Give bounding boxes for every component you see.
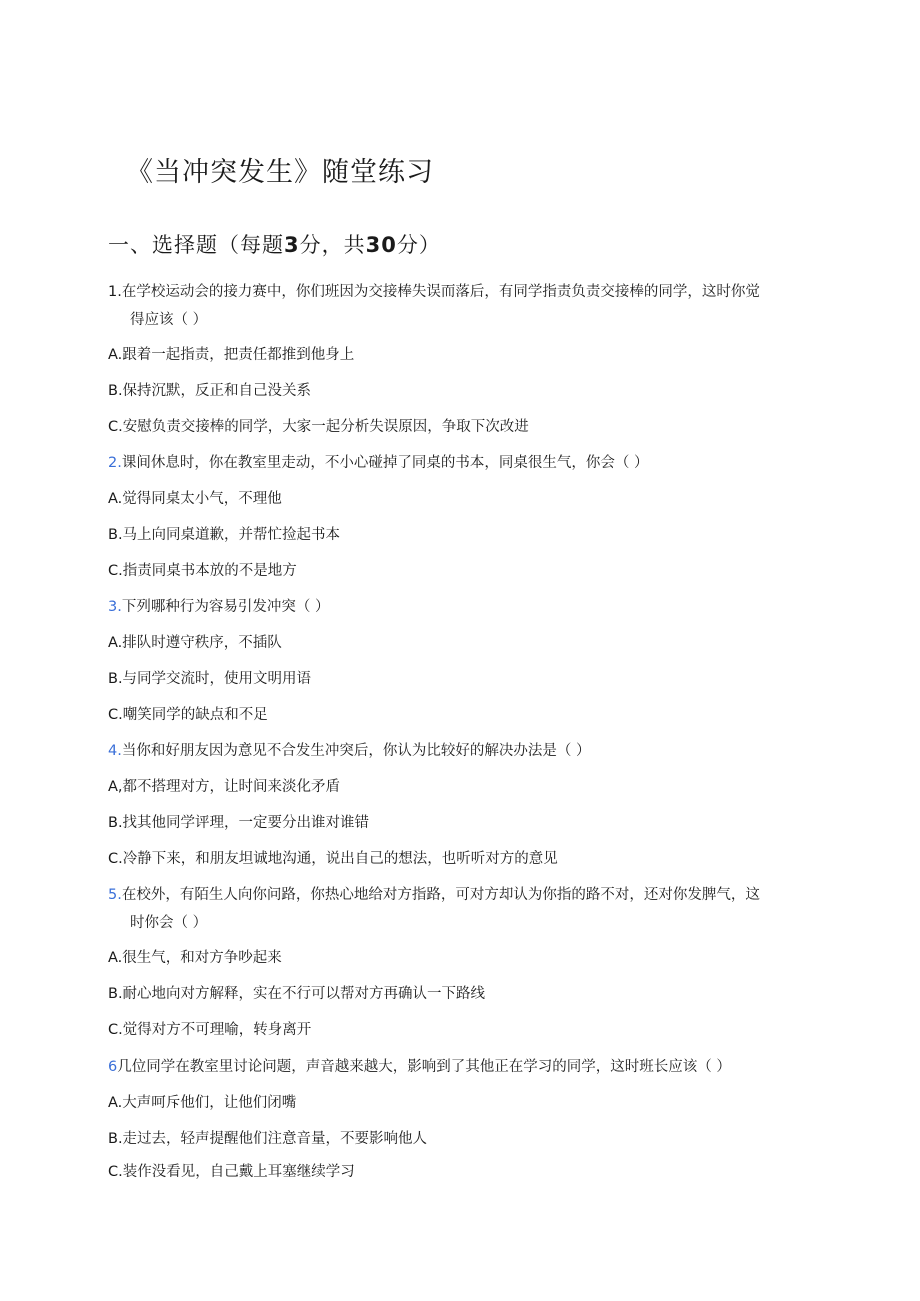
question-4-option-b: B.找其他同学评理，一定要分出谁对谁错 — [108, 815, 370, 831]
question-text: 当你和好朋友因为意见不合发生冲突后，你认为比较好的解决办法是（ ） — [121, 743, 591, 759]
question-text: 在学校运动会的接力赛中，你们班因为交接棒失误而落后，有同学指责负责交接棒的同学，这时你觉 — [121, 284, 760, 300]
question-6-option-c: C.装作没看见，自己戴上耳塞继续学习 — [108, 1164, 355, 1180]
section-heading-prefix: 一、选择题（每题 — [108, 233, 284, 257]
question-5-option-b: B.耐心地向对方解释，实在不行可以帮对方再确认一下路线 — [108, 986, 486, 1002]
question-2-option-b: B.马上向同桌道歉，并帮忙捡起书本 — [108, 527, 341, 543]
question-4-option-c: C.冷静下来，和朋友坦诚地沟通，说出自己的想法，也听听对方的意见 — [108, 851, 558, 867]
question-number: 4. — [108, 743, 122, 759]
question-2-option-c: C.指责同桌书本放的不是地方 — [108, 563, 297, 579]
question-5-stem-continued: 时你会（ ） — [130, 915, 208, 931]
question-5-option-c: C.觉得对方不可理喻，转身离开 — [108, 1022, 312, 1038]
question-6-stem — [108, 1057, 731, 1077]
question-2-option-a: A.觉得同桌太小气，不理他 — [108, 491, 282, 507]
question-1-stem — [108, 282, 760, 302]
question-number: 3. — [108, 599, 122, 615]
question-text: 课间休息时，你在教室里走动，不小心碰掉了同桌的书本，同桌很生气，你会（ ） — [121, 455, 649, 471]
question-4-stem — [108, 741, 590, 761]
question-6-option-b: B.走过去，轻声提醒他们注意音量，不要影响他人 — [108, 1131, 428, 1147]
question-text: 下列哪种行为容易引发冲突（ ） — [121, 599, 330, 615]
question-3-option-b: B.与同学交流时，使用文明用语 — [108, 671, 312, 687]
question-1-option-a: A.跟着一起指责，把责任都推到他身上 — [108, 347, 355, 363]
question-1-option-b: B.保持沉默，反正和自己没关系 — [108, 383, 312, 399]
section-heading-suffix: 分） — [396, 233, 441, 257]
question-number: 5. — [108, 887, 122, 903]
question-3-option-c: C.嘲笑同学的缺点和不足 — [108, 707, 268, 723]
question-4-option-a: A,都不搭理对方，让时间来淡化矛盾 — [108, 779, 341, 795]
question-number: 2. — [108, 455, 122, 471]
question-5-option-a: A.很生气，和对方争吵起来 — [108, 950, 282, 966]
question-2-stem — [108, 453, 648, 473]
question-3-option-a: A.排队时遵守秩序，不插队 — [108, 635, 282, 651]
section-heading — [108, 229, 441, 259]
question-6-option-a: A.大声呵斥他们，让他们闭嘴 — [108, 1095, 297, 1111]
section-score-each: 3 — [284, 233, 300, 257]
question-3-stem — [108, 597, 329, 617]
section-heading-mid: 分，共 — [299, 233, 366, 257]
question-text: 在校外，有陌生人向你问路，你热心地给对方指路，可对方却认为你指的路不对，还对你发脾气，这 — [121, 887, 760, 903]
question-text: 几位同学在教室里讨论问题，声音越来越大，影响到了其他正在学习的同学，这时班长应该（ ） — [117, 1059, 731, 1075]
question-1-stem-continued: 得应该（ ） — [130, 312, 208, 328]
question-5-stem — [108, 885, 760, 905]
section-score-total: 30 — [365, 233, 397, 257]
question-1-option-c: C.安慰负责交接棒的同学，大家一起分析失误原因，争取下次改进 — [108, 419, 529, 435]
page-title: 《当冲突发生》随堂练习 — [126, 157, 434, 188]
question-number: 1. — [108, 284, 122, 300]
question-number: 6 — [108, 1059, 118, 1075]
